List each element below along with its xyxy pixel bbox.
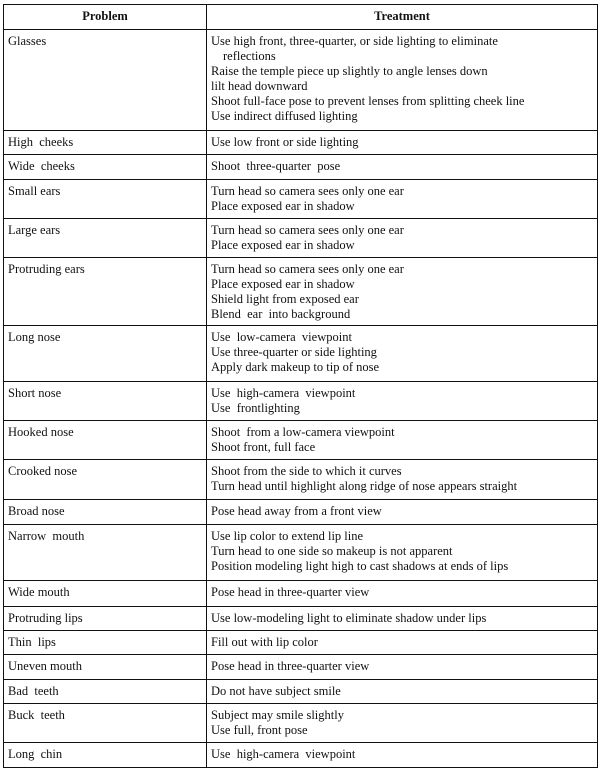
treatment-line: Turn head so camera sees only one ear bbox=[211, 223, 404, 237]
treatment-line: Pose head in three-quarter view bbox=[211, 659, 370, 673]
problem-text: Protruding lips bbox=[8, 611, 83, 625]
treatment-cell bbox=[207, 581, 598, 607]
treatment-line: Apply dark makeup to tip of nose bbox=[211, 360, 380, 374]
treatment-line: Blend ear into background bbox=[211, 307, 351, 321]
problem-cell bbox=[4, 704, 207, 743]
treatment-cell bbox=[207, 326, 598, 382]
problem-text: Bad teeth bbox=[8, 684, 59, 698]
header-problem: Problem bbox=[4, 5, 207, 30]
treatment-line: Pose head in three-quarter view bbox=[211, 585, 370, 599]
treatment-cell bbox=[207, 131, 598, 155]
problem-text: Crooked nose bbox=[8, 464, 78, 478]
treatment-cell bbox=[207, 525, 598, 581]
treatment-cell bbox=[207, 500, 598, 525]
header-treatment: Treatment bbox=[207, 5, 598, 30]
problem-cell bbox=[4, 155, 207, 180]
treatment-line: Turn head so camera sees only one ear bbox=[211, 262, 404, 276]
treatment-line: Place exposed ear in shadow bbox=[211, 277, 355, 291]
problem-cell bbox=[4, 607, 207, 631]
treatment-cell bbox=[207, 460, 598, 500]
problem-cell bbox=[4, 631, 207, 655]
treatment-line: Pose head away from a front view bbox=[211, 504, 382, 518]
problem-cell bbox=[4, 500, 207, 525]
problem-treatment-table bbox=[3, 4, 598, 768]
treatment-line: Shield light from exposed ear bbox=[211, 292, 359, 306]
treatment-line: Use high front, three-quarter, or side lighting to eliminate bbox=[211, 34, 498, 48]
problem-text: Narrow mouth bbox=[8, 529, 85, 543]
problem-cell bbox=[4, 30, 207, 131]
treatment-cell bbox=[207, 30, 598, 131]
table-row bbox=[4, 326, 598, 382]
problem-text: Wide mouth bbox=[8, 585, 70, 599]
treatment-cell bbox=[207, 155, 598, 180]
treatment-line: Use low-camera viewpoint bbox=[211, 330, 352, 344]
problem-cell bbox=[4, 326, 207, 382]
table-row bbox=[4, 680, 598, 704]
treatment-line: Raise the temple piece up slightly to angle lenses down bbox=[211, 64, 488, 78]
treatment-line: Position modeling light high to cast shadows at ends of lips bbox=[211, 559, 509, 573]
treatment-line: Use low-modeling light to eliminate shadow under lips bbox=[211, 611, 487, 625]
problem-cell bbox=[4, 655, 207, 680]
treatment-line: Turn head until highlight along ridge of nose appears straight bbox=[211, 479, 518, 493]
header-row bbox=[4, 5, 598, 30]
table-row bbox=[4, 631, 598, 655]
table-row bbox=[4, 581, 598, 607]
treatment-cell bbox=[207, 704, 598, 743]
treatment-line: Shoot full-face pose to prevent lenses from splitting cheek line bbox=[211, 94, 525, 108]
problem-cell bbox=[4, 219, 207, 258]
table-row bbox=[4, 155, 598, 180]
problem-text: Thin lips bbox=[8, 635, 56, 649]
problem-cell bbox=[4, 680, 207, 704]
treatment-line: Use high-camera viewpoint bbox=[211, 386, 356, 400]
table-row bbox=[4, 131, 598, 155]
problem-text: Wide cheeks bbox=[8, 159, 75, 173]
problem-cell bbox=[4, 581, 207, 607]
treatment-line: Turn head so camera sees only one ear bbox=[211, 184, 404, 198]
table-row bbox=[4, 500, 598, 525]
treatment-line: Use indirect diffused lighting bbox=[211, 109, 358, 123]
treatment-cell bbox=[207, 631, 598, 655]
treatment-line: Use lip color to extend lip line bbox=[211, 529, 364, 543]
problem-cell bbox=[4, 460, 207, 500]
treatment-line: Place exposed ear in shadow bbox=[211, 238, 355, 252]
treatment-line: Shoot three-quarter pose bbox=[211, 159, 341, 173]
treatment-cell bbox=[207, 655, 598, 680]
problem-text: High cheeks bbox=[8, 135, 74, 149]
table-row bbox=[4, 743, 598, 768]
table-row bbox=[4, 30, 598, 131]
problem-text: Small ears bbox=[8, 184, 61, 198]
problem-cell bbox=[4, 525, 207, 581]
problem-cell bbox=[4, 258, 207, 326]
treatment-line: lilt head downward bbox=[211, 79, 308, 93]
treatment-line: Use frontlighting bbox=[211, 401, 300, 415]
problem-cell bbox=[4, 131, 207, 155]
problem-text: Uneven mouth bbox=[8, 659, 82, 673]
problem-cell bbox=[4, 421, 207, 460]
table-body bbox=[4, 30, 598, 768]
treatment-line: Use high-camera viewpoint bbox=[211, 747, 356, 761]
problem-text: Long chin bbox=[8, 747, 63, 761]
treatment-line: Use low front or side lighting bbox=[211, 135, 359, 149]
table-row bbox=[4, 525, 598, 581]
treatment-line: Place exposed ear in shadow bbox=[211, 199, 355, 213]
treatment-cell bbox=[207, 607, 598, 631]
treatment-cell bbox=[207, 382, 598, 421]
table-row bbox=[4, 258, 598, 326]
problem-text: Buck teeth bbox=[8, 708, 65, 722]
treatment-line: Shoot front, full face bbox=[211, 440, 316, 454]
treatment-line: Subject may smile slightly bbox=[211, 708, 344, 722]
treatment-line: Shoot from a low-camera viewpoint bbox=[211, 425, 395, 439]
problem-text: Short nose bbox=[8, 386, 62, 400]
treatment-line: Do not have subject smile bbox=[211, 684, 341, 698]
treatment-line: Use full, front pose bbox=[211, 723, 308, 737]
treatment-line: Fill out with lip color bbox=[211, 635, 318, 649]
problem-text: Broad nose bbox=[8, 504, 65, 518]
problem-cell bbox=[4, 743, 207, 768]
treatment-cell bbox=[207, 680, 598, 704]
problem-text: Glasses bbox=[8, 34, 47, 48]
problem-text: Protruding ears bbox=[8, 262, 85, 276]
table-row bbox=[4, 382, 598, 421]
problem-text: Hooked nose bbox=[8, 425, 74, 439]
treatment-cell bbox=[207, 180, 598, 219]
table-row bbox=[4, 421, 598, 460]
treatment-cell bbox=[207, 219, 598, 258]
table-row bbox=[4, 219, 598, 258]
treatment-cell bbox=[207, 743, 598, 768]
table-row bbox=[4, 607, 598, 631]
table-row bbox=[4, 460, 598, 500]
problem-cell bbox=[4, 180, 207, 219]
treatment-line: Use three-quarter or side lighting bbox=[211, 345, 377, 359]
problem-cell bbox=[4, 382, 207, 421]
table-row bbox=[4, 704, 598, 743]
treatment-line: Turn head to one side so makeup is not apparent bbox=[211, 544, 453, 558]
treatment-cell bbox=[207, 258, 598, 326]
treatment-line: Shoot from the side to which it curves bbox=[211, 464, 402, 478]
treatment-line: reflections bbox=[223, 49, 276, 63]
treatment-cell bbox=[207, 421, 598, 460]
table-row bbox=[4, 180, 598, 219]
table-row bbox=[4, 655, 598, 680]
problem-text: Large ears bbox=[8, 223, 61, 237]
problem-text: Long nose bbox=[8, 330, 61, 344]
